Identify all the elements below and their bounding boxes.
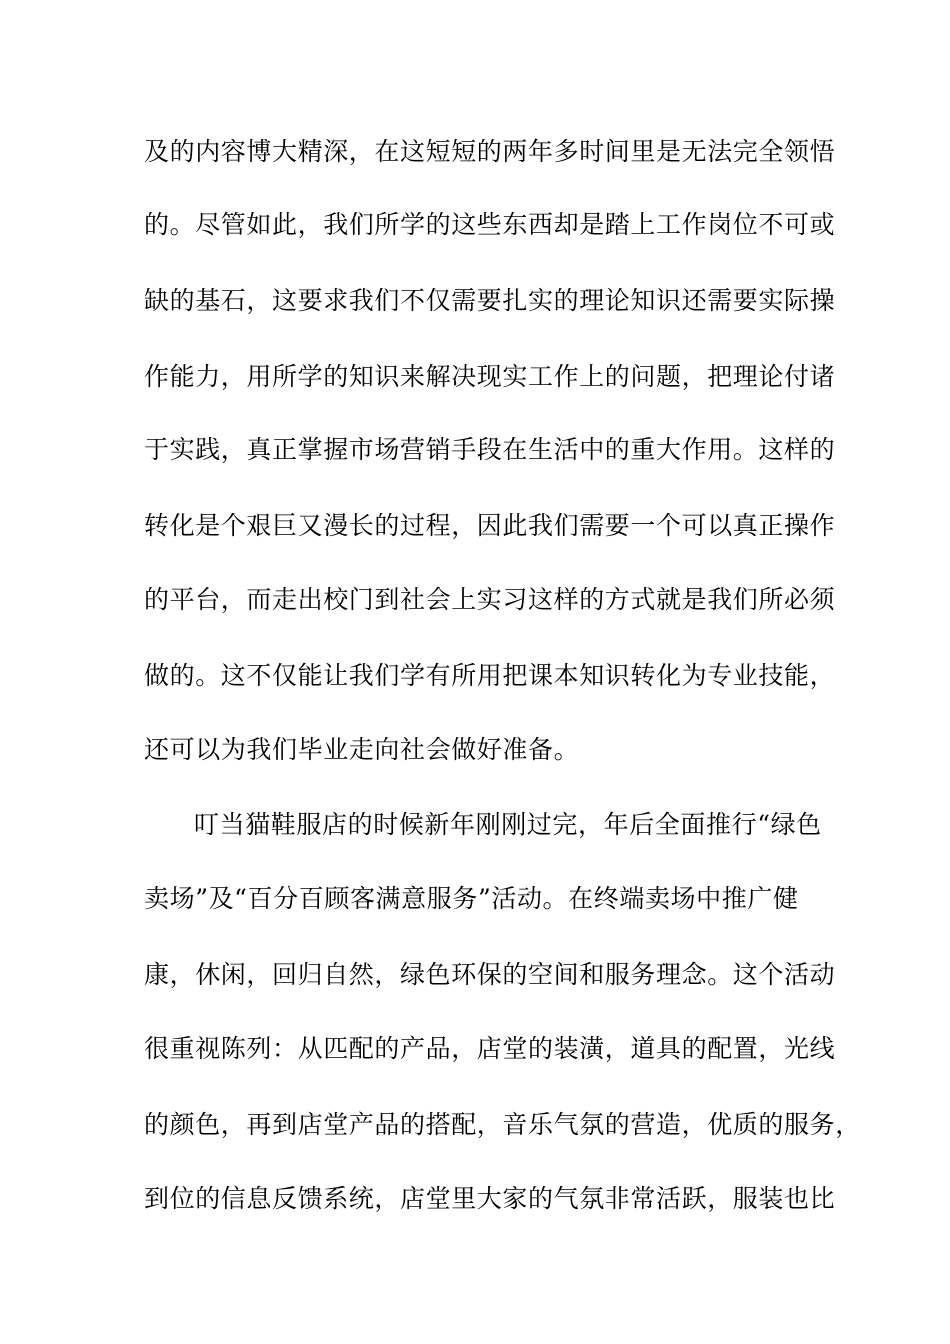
text-line: 转化是个艰巨又漫长的过程，因此我们需要一个可以真正操作 bbox=[144, 511, 836, 540]
text-line: 的。尽管如此，我们所学的这些东西却是踏上工作岗位不可或 bbox=[144, 210, 836, 239]
text-line: 作能力，用所学的知识来解决现实工作上的问题，把理论付诸 bbox=[144, 362, 836, 391]
text-line: 康，休闲，回归自然，绿色环保的空间和服务理念。这个活动 bbox=[144, 960, 836, 989]
text-line: 及的内容博大精深，在这短短的两年多时间里是无法完全领悟 bbox=[144, 137, 836, 166]
text-line: 卖场”及“百分百顾客满意服务”活动。在终端卖场中推广健 bbox=[144, 884, 799, 913]
text-line: 的颜色，再到店堂产品的搭配，音乐气氛的营造，优质的服务， bbox=[144, 1110, 861, 1139]
paragraph-first-line: 叮当猫鞋服店的时候新年刚刚过完，年后全面推行“绿色 bbox=[194, 810, 822, 839]
text-line: 缺的基石，这要求我们不仅需要扎实的理论知识还需要实际操 bbox=[144, 286, 836, 315]
text-line: 很重视陈列：从匹配的产品，店堂的装潢，道具的配置，光线 bbox=[144, 1034, 836, 1063]
text-line: 到位的信息反馈系统，店堂里大家的气氛非常活跃，服装也比 bbox=[144, 1184, 836, 1213]
text-line: 还可以为我们毕业走向社会做好准备。 bbox=[144, 735, 580, 764]
text-line: 做的。这不仅能让我们学有所用把课本知识转化为专业技能， bbox=[144, 661, 836, 690]
text-line: 于实践，真正掌握市场营销手段在生活中的重大作用。这样的 bbox=[144, 435, 836, 464]
text-line: 的平台，而走出校门到社会上实习这样的方式就是我们所必须 bbox=[144, 585, 836, 614]
